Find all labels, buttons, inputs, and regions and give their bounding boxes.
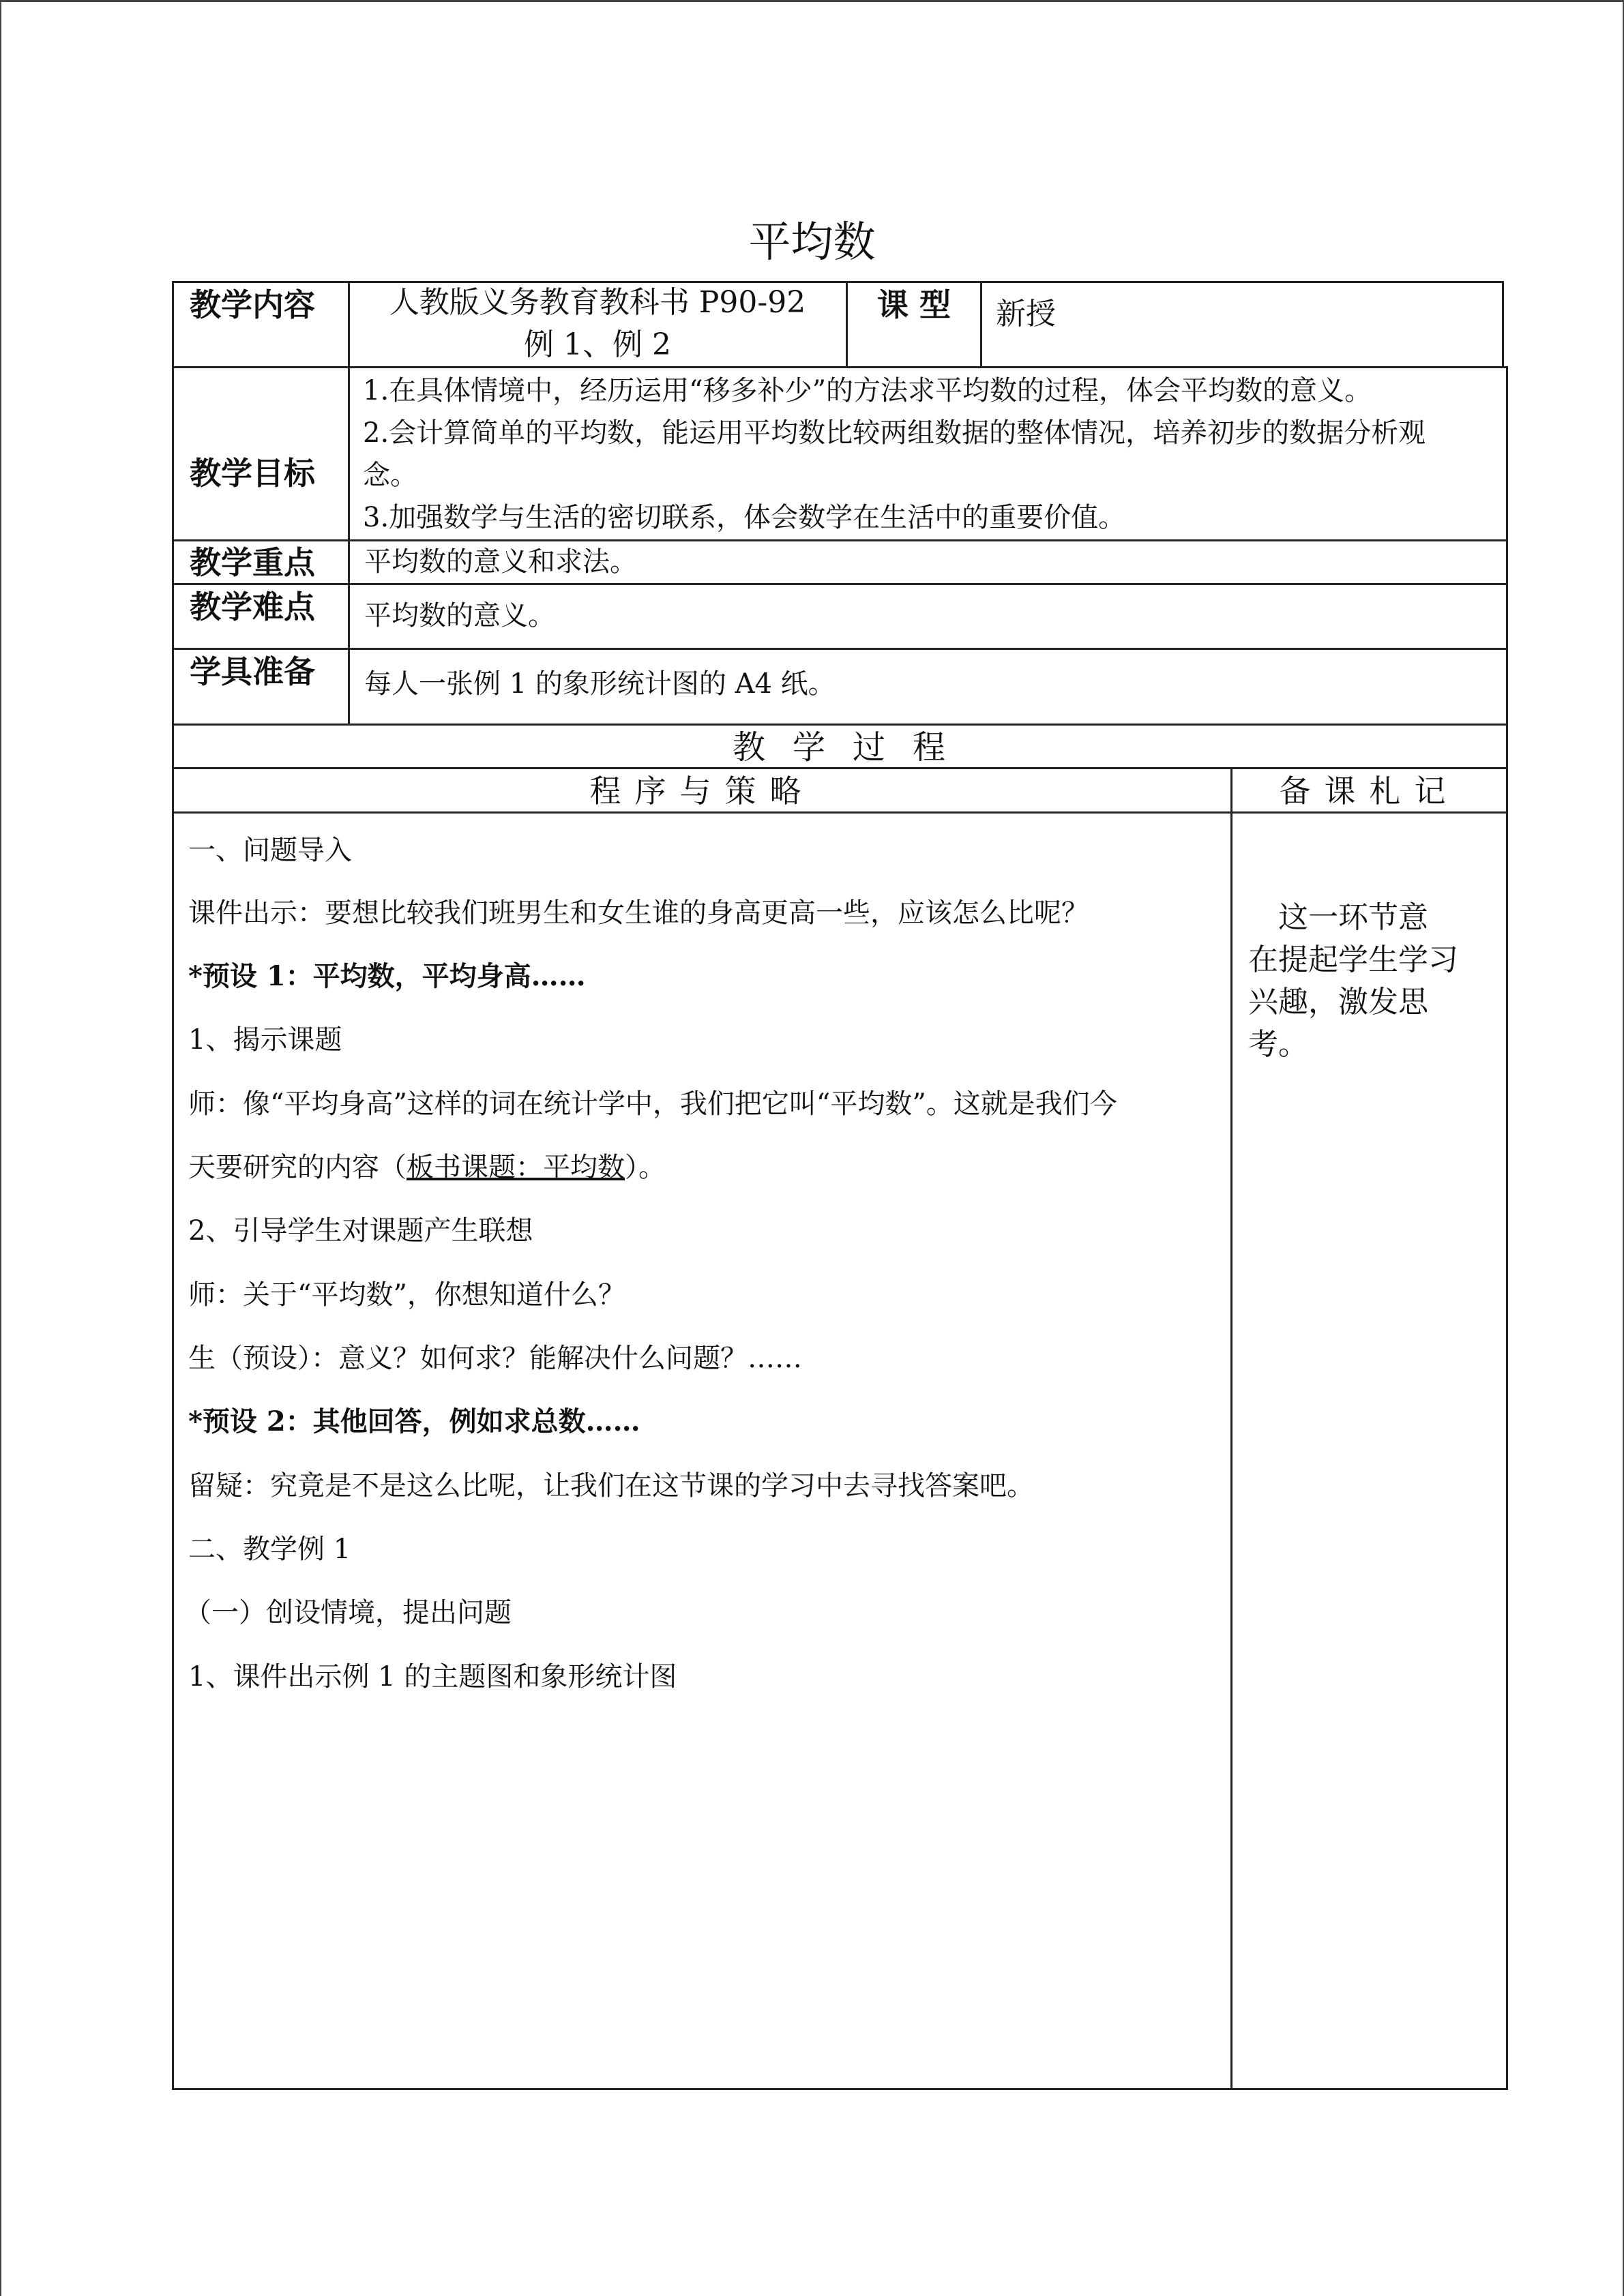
body-line: 2、引导学生对课题产生联想	[188, 1215, 533, 1247]
process-title: 教学过程	[732, 728, 973, 766]
body-line	[188, 1146, 666, 1184]
body-line: 生（预设）：意义？如何求？能解决什么问题？……	[188, 1343, 802, 1374]
section-heading: 一、问题导入	[188, 835, 352, 866]
content-value	[350, 282, 845, 366]
difficulties-value: 平均数的意义。	[364, 600, 555, 631]
notes-text	[1248, 897, 1494, 1066]
difficulties-label: 教学难点	[190, 588, 315, 625]
body-line: 师：关于“平均数”，你想知道什么？	[188, 1279, 625, 1311]
subsection-heading: （一）创设情境，提出问题	[184, 1597, 512, 1628]
col-header-process: 程序与策略	[589, 773, 815, 809]
objectives-list	[363, 370, 1522, 539]
section-heading: 二、教学例 1	[188, 1534, 351, 1565]
body-line: 课件出示：要想比较我们班男生和女生谁的身高更高一些，应该怎么比呢？	[188, 897, 1089, 929]
objective-line: 3.加强数学与生活的密切联系，体会数学在生活中的重要价值。	[363, 502, 1126, 533]
objective-line: 念。	[363, 460, 417, 491]
row-divider-3	[172, 583, 1508, 585]
key-points-value: 平均数的意义和求法。	[364, 546, 637, 578]
content-value-line2: 例 1、例 2	[524, 327, 671, 362]
table-border-right	[1506, 366, 1508, 2090]
row-divider-2	[172, 539, 1508, 541]
key-points-label: 教学重点	[190, 544, 315, 581]
note-line: 考。	[1248, 1027, 1308, 1062]
body-line: 留疑：究竟是不是这么比呢，让我们在这节课的学习中去寻找答案吧。	[188, 1470, 1034, 1502]
type-label: 课 型	[876, 286, 951, 323]
note-line: 这一环节意	[1248, 900, 1428, 935]
materials-value: 每人一张例 1 的象形统计图的 A4 纸。	[364, 668, 836, 700]
table-border-left	[172, 281, 174, 2090]
row-divider-1	[172, 366, 1508, 368]
objective-line: 1.在具体情境中，经历运用“移多补少”的方法求平均数的过程，体会平均数的意义。	[363, 375, 1372, 406]
body-text: 天要研究的内容（	[188, 1152, 407, 1183]
objectives-label: 教学目标	[190, 455, 315, 492]
objective-line: 2.会计算简单的平均数，能运用平均数比较两组数据的整体情况，培养初步的数据分析观	[363, 417, 1426, 449]
content-label: 教学内容	[190, 286, 315, 323]
body-line: 1、课件出示例 1 的主题图和象形统计图	[188, 1661, 677, 1693]
note-line: 在提起学生学习	[1248, 942, 1458, 977]
table-border-right-top	[1502, 281, 1504, 368]
note-line: 兴趣，激发思	[1248, 985, 1428, 1019]
body-line: 1、揭示课题	[188, 1024, 342, 1056]
type-value: 新授	[996, 297, 1056, 331]
board-title-text: 板书课题：平均数	[407, 1152, 625, 1183]
preset-line: *预设 2：其他回答，例如求总数……	[188, 1405, 640, 1437]
row-divider-4	[172, 648, 1508, 650]
page-title: 平均数	[748, 217, 876, 267]
body-text: ）。	[625, 1152, 666, 1183]
col-header-notes: 备课札记	[1279, 773, 1460, 809]
notes-col-divider	[1230, 767, 1232, 2090]
body-line: 师：像“平均身高”这样的词在统计学中，我们把它叫“平均数”。这就是我们今	[188, 1088, 1117, 1120]
table-border-bottom	[172, 2088, 1508, 2090]
type-label-right-divider	[980, 281, 982, 368]
content-value-line1: 人教版义务教育教科书 P90-92	[389, 285, 806, 320]
preset-line: *预设 1：平均数，平均身高……	[188, 960, 586, 992]
materials-label: 学具准备	[190, 653, 315, 690]
